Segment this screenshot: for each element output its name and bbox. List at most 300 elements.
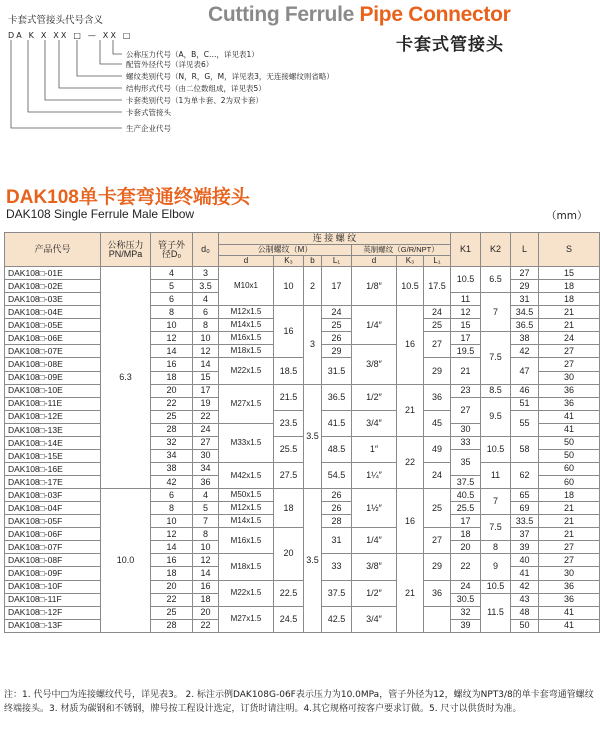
cell-k1: 25.5 — [451, 502, 481, 515]
cell-s: 27 — [539, 554, 600, 567]
cell-s: 60 — [539, 476, 600, 489]
cell-brit-d: 3/8″ — [352, 554, 397, 580]
cell-l: 43 — [511, 593, 539, 606]
cell-l: 62 — [511, 462, 539, 488]
cell-code: DAK108□-05E — [5, 319, 101, 332]
cell-metric-l1: 26 — [322, 489, 352, 502]
cell-od: 5 — [151, 280, 193, 293]
cell-code: DAK108□-15E — [5, 449, 101, 462]
cell-k2: 7.5 — [481, 515, 511, 541]
cell-brit-d: 1¼″ — [352, 462, 397, 488]
cell-k1: 30 — [451, 423, 481, 436]
cell-d0: 4 — [193, 489, 219, 502]
cell-l: 27 — [511, 267, 539, 280]
cell-metric-l1: 48.5 — [322, 436, 352, 462]
th-metric: 公制螺纹（M） — [219, 245, 352, 256]
cell-brit-l1 — [424, 606, 451, 632]
cell-brit-l1: 29 — [424, 554, 451, 580]
cell-l: 31 — [511, 293, 539, 306]
cell-l: 69 — [511, 502, 539, 515]
cell-s: 60 — [539, 462, 600, 475]
table-row — [5, 436, 600, 449]
cell-s: 36 — [539, 580, 600, 593]
cell-brit-d: 1/2″ — [352, 580, 397, 606]
cell-k1: 11 — [451, 293, 481, 306]
cell-code: DAK108□-12E — [5, 410, 101, 423]
cell-s: 50 — [539, 436, 600, 449]
cell-brit-d: 1/8″ — [352, 267, 397, 306]
cell-metric-l1: 42.5 — [322, 606, 352, 632]
table-row — [5, 306, 600, 319]
cell-k2: 9 — [481, 554, 511, 580]
cell-l: 38 — [511, 332, 539, 345]
unit-label: （mm） — [546, 210, 588, 222]
cell-od: 6 — [151, 293, 193, 306]
product-title: DAK108单卡套弯通终端接头 — [6, 187, 250, 208]
cell-brit-l1: 25 — [424, 489, 451, 528]
cell-code: DAK108□-06F — [5, 528, 101, 541]
brand-title-en — [208, 3, 511, 27]
table-row — [5, 358, 600, 371]
cell-k1: 12 — [451, 306, 481, 319]
table-row — [5, 384, 600, 397]
cell-od: 14 — [151, 541, 193, 554]
cell-metric-l1: 31 — [322, 528, 352, 554]
cell-metric-l1: 33 — [322, 554, 352, 580]
table-row — [5, 580, 600, 593]
cell-code: DAK108□-07E — [5, 345, 101, 358]
cell-code: DAK108□-09E — [5, 371, 101, 384]
cell-metric-d: M22x1.5 — [219, 358, 274, 384]
cell-l: 48 — [511, 606, 539, 619]
cell-code: DAK108□-03F — [5, 489, 101, 502]
cell-s: 36 — [539, 397, 600, 410]
cell-d0: 14 — [193, 567, 219, 580]
cell-k1: 32 — [451, 606, 481, 619]
th-conn: 连 接 螺 纹 — [219, 233, 451, 245]
cell-code: DAK108□-07F — [5, 541, 101, 554]
cell-od: 10 — [151, 515, 193, 528]
code-pattern: DA K X XX □ — XX □ — [8, 31, 133, 40]
cell-metric-d: M16x1.5 — [219, 528, 274, 554]
cell-d0: 24 — [193, 423, 219, 436]
cell-od: 18 — [151, 567, 193, 580]
cell-d0: 8 — [193, 319, 219, 332]
cell-od: 4 — [151, 267, 193, 280]
product-subtitle: DAK108 Single Ferrule Male Elbow — [6, 207, 195, 221]
cell-s: 21 — [539, 515, 600, 528]
cell-brit-l1: 27 — [424, 332, 451, 358]
cell-code: DAK108□-05F — [5, 515, 101, 528]
cell-metric-l1: 37.5 — [322, 580, 352, 606]
cell-l: 39 — [511, 541, 539, 554]
cell-k1: 27 — [451, 397, 481, 423]
code-label-ferrule-type: 卡套类别代号（1为单卡套、2为双卡套） — [126, 96, 264, 105]
cell-l: 33.5 — [511, 515, 539, 528]
cell-brit-k3: 22 — [397, 436, 424, 488]
cell-k2: 8 — [481, 541, 511, 554]
cell-od: 38 — [151, 462, 193, 475]
cell-k2: 7 — [481, 293, 511, 332]
cell-d0: 6 — [193, 306, 219, 319]
cell-k1: 17 — [451, 332, 481, 345]
cell-brit-l1: 25 — [424, 319, 451, 332]
cell-l: 42 — [511, 345, 539, 358]
cell-k2: 7 — [481, 489, 511, 515]
cell-brit-d: 3/4″ — [352, 606, 397, 632]
cell-metric-d: M14x1.5 — [219, 319, 274, 332]
cell-metric-l1: 31.5 — [322, 358, 352, 384]
cell-code: DAK108□-04E — [5, 306, 101, 319]
cell-code: DAK108□-04F — [5, 502, 101, 515]
cell-k1: 30.5 — [451, 593, 481, 606]
cell-metric-b: 3.5 — [304, 489, 322, 633]
cell-metric-b: 3 — [304, 306, 322, 384]
cell-k1: 22 — [451, 554, 481, 580]
th-l1: L₁ — [322, 256, 352, 267]
cell-l: 65 — [511, 489, 539, 502]
cell-k1: 37.5 — [451, 476, 481, 489]
cell-brit-d: 3/8″ — [352, 345, 397, 384]
cell-code: DAK108□-09F — [5, 567, 101, 580]
code-label-pressure: 公称压力代号（A，B，C…，详见表1） — [126, 50, 259, 59]
cell-d0: 4 — [193, 293, 219, 306]
cell-d0: 16 — [193, 580, 219, 593]
cell-l: 40 — [511, 554, 539, 567]
cell-od: 25 — [151, 410, 193, 423]
cell-code: DAK108□-11F — [5, 593, 101, 606]
cell-d0: 36 — [193, 476, 219, 489]
cell-s: 21 — [539, 502, 600, 515]
cell-k2: 11 — [481, 462, 511, 488]
cell-k1: 18 — [451, 528, 481, 541]
cell-metric-d: M18x1.5 — [219, 345, 274, 358]
cell-s: 41 — [539, 619, 600, 632]
cell-l: 46 — [511, 384, 539, 397]
cell-s: 21 — [539, 306, 600, 319]
brand-title-cn: 卡套式管接头 — [396, 35, 504, 54]
cell-code: DAK108□-10E — [5, 384, 101, 397]
cell-od: 6 — [151, 489, 193, 502]
th-k3: K₃ — [274, 256, 304, 267]
cell-d0: 10 — [193, 541, 219, 554]
cell-metric-k3: 18.5 — [274, 358, 304, 384]
cell-k2: 9.5 — [481, 397, 511, 436]
cell-metric-k3: 22.5 — [274, 580, 304, 606]
cell-od: 28 — [151, 423, 193, 436]
cell-od: 8 — [151, 502, 193, 515]
cell-d0: 12 — [193, 345, 219, 358]
cell-code: DAK108□-11E — [5, 397, 101, 410]
cell-metric-b: 3.5 — [304, 384, 322, 489]
table-row — [5, 462, 600, 475]
cell-od: 22 — [151, 593, 193, 606]
cell-k1: 39 — [451, 619, 481, 632]
cell-code: DAK108□-06E — [5, 332, 101, 345]
cell-metric-l1: 41.5 — [322, 410, 352, 436]
cell-s: 18 — [539, 489, 600, 502]
cell-metric-l1: 26 — [322, 502, 352, 515]
cell-brit-l1: 45 — [424, 410, 451, 436]
th-l1-brit: L₁ — [424, 256, 451, 267]
cell-od: 8 — [151, 306, 193, 319]
code-label-connector: 卡套式管接头 — [126, 108, 171, 117]
cell-d0: 10 — [193, 332, 219, 345]
cell-od: 14 — [151, 345, 193, 358]
cell-k2: 7.5 — [481, 332, 511, 384]
th-b: b — [304, 256, 322, 267]
cell-od: 25 — [151, 606, 193, 619]
cell-s: 36 — [539, 593, 600, 606]
cell-od: 18 — [151, 371, 193, 384]
cell-metric-d: M42x1.5 — [219, 462, 274, 488]
cell-metric-l1: 28 — [322, 515, 352, 528]
cell-code: DAK108□-10F — [5, 580, 101, 593]
cell-k2: 11.5 — [481, 593, 511, 632]
cell-s: 27 — [539, 541, 600, 554]
cell-k1: 23 — [451, 384, 481, 397]
cell-k2: 6.5 — [481, 267, 511, 293]
cell-s: 27 — [539, 358, 600, 371]
cell-s: 36 — [539, 384, 600, 397]
cell-brit-d: 1/4″ — [352, 528, 397, 554]
cell-l: 34.5 — [511, 306, 539, 319]
th-d-brit: d — [352, 256, 397, 267]
th-k1: K1 — [451, 233, 481, 267]
code-label-od: 配管外径代号（详见表6） — [126, 60, 214, 69]
cell-l: 36.5 — [511, 319, 539, 332]
cell-code: DAK108□-13E — [5, 423, 101, 436]
cell-code: DAK108□-17E — [5, 476, 101, 489]
cell-k2: 10.5 — [481, 580, 511, 593]
table-row — [5, 267, 600, 280]
table-row — [5, 489, 600, 502]
cell-metric-k3: 18 — [274, 489, 304, 528]
cell-code: DAK108□-13F — [5, 619, 101, 632]
cell-metric-d: M22x1.5 — [219, 580, 274, 606]
cell-pn: 6.3 — [101, 267, 151, 489]
th-code: 产品代号 — [5, 233, 101, 267]
cell-s: 18 — [539, 280, 600, 293]
cell-brit-l1: 24 — [424, 462, 451, 488]
th-s: S — [539, 233, 600, 267]
cell-l: 41 — [511, 567, 539, 580]
cell-l: 51 — [511, 397, 539, 410]
cell-metric-l1: 17 — [322, 267, 352, 306]
cell-d0: 14 — [193, 358, 219, 371]
code-label-structure: 结构形式代号（由二位数组成，详见表5） — [126, 84, 266, 93]
cell-metric-l1: 29 — [322, 345, 352, 358]
cell-metric-b: 2 — [304, 267, 322, 306]
cell-code: DAK108□-14E — [5, 436, 101, 449]
cell-code: DAK108□-03E — [5, 293, 101, 306]
cell-metric-k3: 23.5 — [274, 410, 304, 436]
cell-brit-k3: 10.5 — [397, 267, 424, 306]
cell-code: DAK108□-01E — [5, 267, 101, 280]
table-row — [5, 606, 600, 619]
cell-brit-k3: 21 — [397, 384, 424, 436]
cell-metric-k3: 25.5 — [274, 436, 304, 462]
cell-brit-l1: 36 — [424, 580, 451, 606]
cell-brit-d: 1/4″ — [352, 306, 397, 345]
cell-metric-d: M18x1.5 — [219, 554, 274, 580]
cell-s: 18 — [539, 293, 600, 306]
cell-code: DAK108□-02E — [5, 280, 101, 293]
cell-od: 16 — [151, 358, 193, 371]
cell-metric-k3: 10 — [274, 267, 304, 306]
cell-metric-l1: 25 — [322, 319, 352, 332]
cell-metric-k3: 16 — [274, 306, 304, 358]
cell-code: DAK108□-08E — [5, 358, 101, 371]
cell-brit-k3: 16 — [397, 306, 424, 384]
cell-s: 27 — [539, 345, 600, 358]
cell-s: 21 — [539, 528, 600, 541]
cell-metric-d: M14x1.5 — [219, 515, 274, 528]
cell-l: 42 — [511, 580, 539, 593]
cell-brit-l1: 24 — [424, 306, 451, 319]
cell-d0: 7 — [193, 515, 219, 528]
cell-k1: 19.5 — [451, 345, 481, 358]
cell-brit-d: 1½″ — [352, 489, 397, 528]
cell-k2: 8.5 — [481, 384, 511, 397]
code-meaning-title: 卡套式管接头代号含义 — [8, 15, 104, 26]
cell-k2: 10.5 — [481, 436, 511, 462]
cell-l: 50 — [511, 619, 539, 632]
cell-pn: 10.0 — [101, 489, 151, 633]
cell-metric-d: M27x1.5 — [219, 606, 274, 632]
cell-code: DAK108□-16E — [5, 462, 101, 475]
cell-d0: 3 — [193, 267, 219, 280]
cell-d0: 20 — [193, 606, 219, 619]
cell-k1: 15 — [451, 319, 481, 332]
cell-metric-d: M33x1.5 — [219, 423, 274, 462]
brand-title-orange: Pipe Connector — [359, 3, 511, 26]
cell-k1: 21 — [451, 358, 481, 384]
cell-s: 30 — [539, 567, 600, 580]
cell-od: 32 — [151, 436, 193, 449]
cell-brit-l1: 36 — [424, 384, 451, 410]
th-od: 管子外 径D₀ — [151, 233, 193, 267]
cell-brit-l1: 49 — [424, 436, 451, 462]
cell-s: 30 — [539, 371, 600, 384]
cell-d0: 5 — [193, 502, 219, 515]
cell-brit-k3: 21 — [397, 554, 424, 632]
cell-brit-l1: 27 — [424, 528, 451, 554]
cell-l: 47 — [511, 358, 539, 384]
cell-d0: 19 — [193, 397, 219, 410]
cell-s: 41 — [539, 423, 600, 436]
cell-d0: 18 — [193, 593, 219, 606]
cell-metric-d: M16x1.5 — [219, 332, 274, 345]
cell-brit-d: 3/4″ — [352, 410, 397, 436]
cell-s: 41 — [539, 410, 600, 423]
code-label-thread: 螺纹类别代号（N，R，G，M，详见表3，无连接螺纹则省略） — [126, 72, 334, 81]
th-brit: 英制螺纹（G/R/NPT） — [352, 245, 451, 256]
cell-metric-d: M10x1 — [219, 267, 274, 306]
cell-k1: 10.5 — [451, 267, 481, 293]
th-pn: 公称压力 PN/MPa — [101, 233, 151, 267]
cell-od: 12 — [151, 528, 193, 541]
cell-d0: 15 — [193, 371, 219, 384]
code-label-maker: 生产企业代号 — [126, 124, 171, 133]
cell-s: 21 — [539, 319, 600, 332]
cell-metric-d: M50x1.5 — [219, 489, 274, 502]
cell-brit-l1: 29 — [424, 358, 451, 384]
cell-metric-l1: 54.5 — [322, 462, 352, 488]
cell-d0: 27 — [193, 436, 219, 449]
th-k2: K2 — [481, 233, 511, 267]
footnotes: 注：1. 代号中□为连接螺纹代号，详见表3。 2. 标注示例DAK108G-06F表示压力为10.0MPa，管子外径为12，螺纹为NPT3/8的单卡套弯通管螺纹终端接头。3. 材质为碳钢和不锈钢，牌号按工程设计选定，订货时请注明。4.其它规格可按客户要求订做。5. 尺寸以供货时为准。 — [4, 690, 594, 714]
cell-brit-d: 1/2″ — [352, 384, 397, 410]
cell-od: 16 — [151, 554, 193, 567]
cell-s: 50 — [539, 449, 600, 462]
table-row — [5, 528, 600, 541]
cell-d0: 30 — [193, 449, 219, 462]
cell-l: 37 — [511, 528, 539, 541]
cell-d0: 22 — [193, 410, 219, 423]
cell-od: 10 — [151, 319, 193, 332]
th-d: d — [219, 256, 274, 267]
cell-od: 42 — [151, 476, 193, 489]
th-k3-brit: K₃ — [397, 256, 424, 267]
cell-od: 34 — [151, 449, 193, 462]
brand-title-gray: Cutting Ferrule — [208, 3, 354, 26]
cell-k1: 33 — [451, 436, 481, 449]
cell-d0: 8 — [193, 528, 219, 541]
code-diagram-lines — [0, 0, 140, 160]
cell-d0: 34 — [193, 462, 219, 475]
th-l: L — [511, 233, 539, 267]
cell-brit-k3: 16 — [397, 489, 424, 554]
cell-k1: 17 — [451, 515, 481, 528]
cell-brit-l1: 17.5 — [424, 267, 451, 306]
cell-od: 22 — [151, 397, 193, 410]
cell-d0: 22 — [193, 619, 219, 632]
cell-metric-k3: 27.5 — [274, 462, 304, 488]
cell-od: 28 — [151, 619, 193, 632]
cell-od: 12 — [151, 332, 193, 345]
cell-metric-k3: 24.5 — [274, 606, 304, 632]
cell-od: 20 — [151, 580, 193, 593]
cell-metric-d: M12x1.5 — [219, 502, 274, 515]
cell-l: 29 — [511, 280, 539, 293]
cell-s: 24 — [539, 332, 600, 345]
cell-s: 15 — [539, 267, 600, 280]
cell-code: DAK108□-12F — [5, 606, 101, 619]
cell-od: 20 — [151, 384, 193, 397]
cell-metric-k3: 21.5 — [274, 384, 304, 410]
cell-code: DAK108□-08F — [5, 554, 101, 567]
cell-metric-l1: 36.5 — [322, 384, 352, 410]
cell-k1: 20 — [451, 541, 481, 554]
cell-l: 55 — [511, 410, 539, 436]
cell-metric-d: M27x1.5 — [219, 384, 274, 423]
cell-l: 58 — [511, 436, 539, 462]
cell-d0: 12 — [193, 554, 219, 567]
cell-metric-l1: 24 — [322, 306, 352, 319]
cell-metric-l1: 26 — [322, 332, 352, 345]
cell-d0: 3.5 — [193, 280, 219, 293]
cell-k1: 35 — [451, 449, 481, 475]
cell-k1: 40.5 — [451, 489, 481, 502]
cell-k1: 24 — [451, 580, 481, 593]
cell-s: 41 — [539, 606, 600, 619]
th-d0: d₀ — [193, 233, 219, 267]
cell-metric-k3: 20 — [274, 528, 304, 580]
cell-metric-d: M12x1.5 — [219, 306, 274, 319]
table-row — [5, 410, 600, 423]
cell-brit-d: 1″ — [352, 436, 397, 462]
